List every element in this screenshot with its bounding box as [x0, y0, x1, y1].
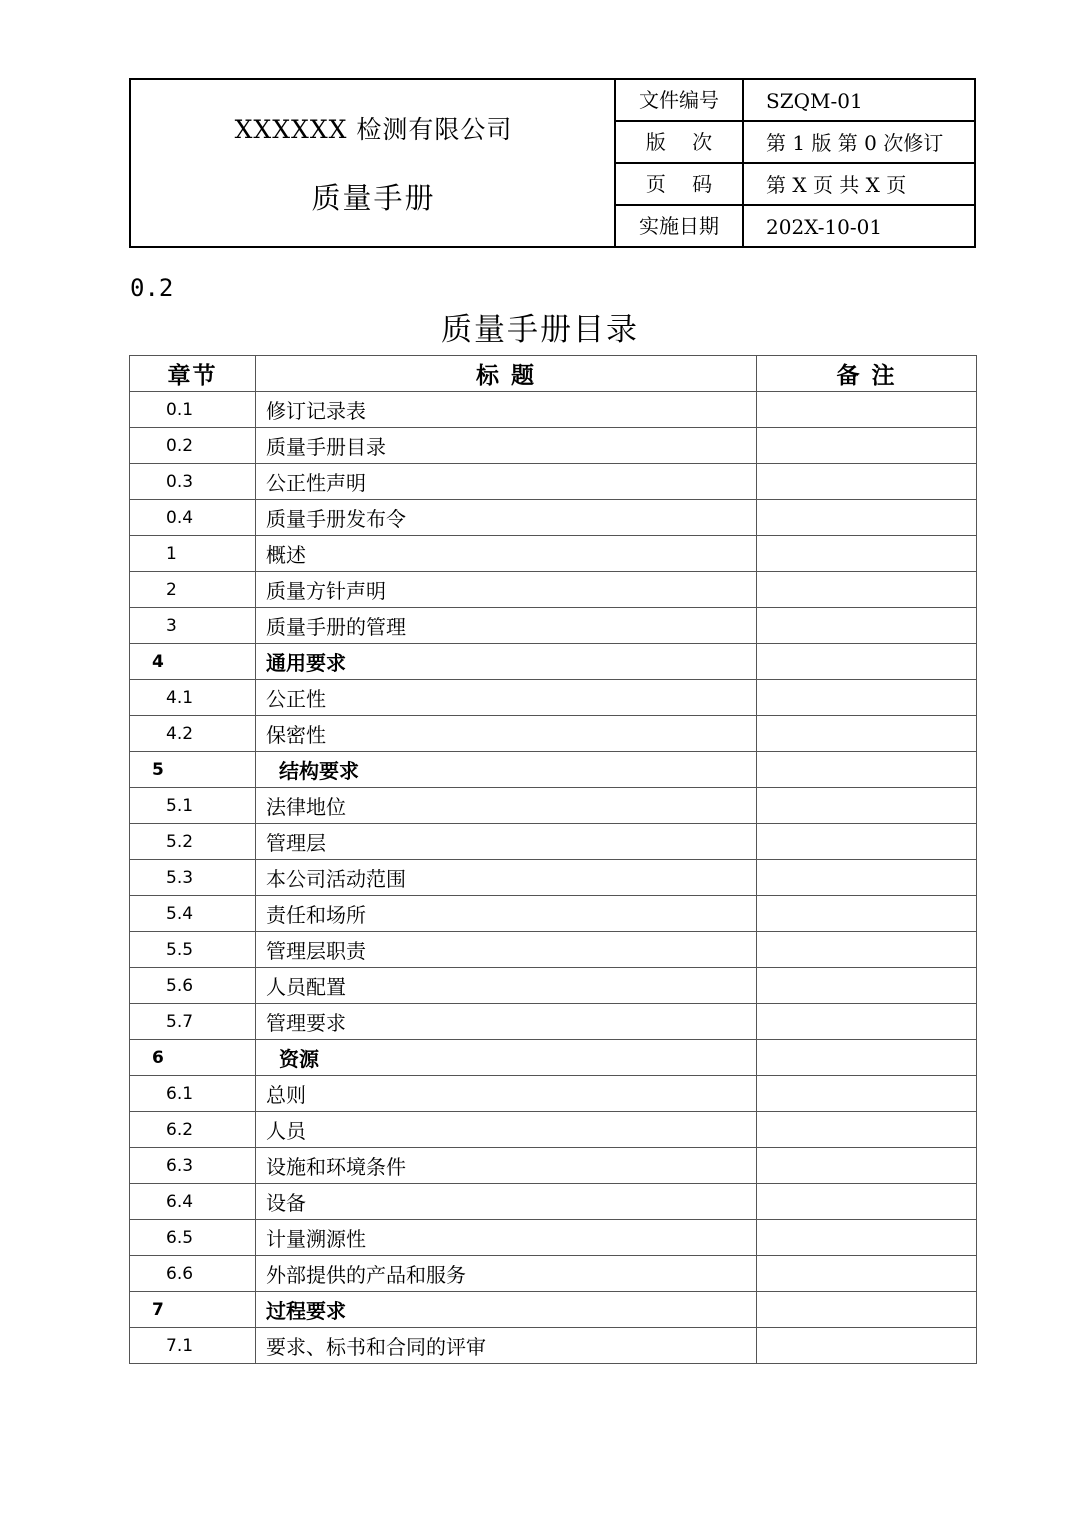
chapter-cell: 5.7: [130, 1004, 256, 1040]
note-cell: [757, 1292, 977, 1328]
note-cell: [757, 824, 977, 860]
title-cell: 保密性: [256, 716, 757, 752]
title-cell: 计量溯源性: [256, 1220, 757, 1256]
title-cell: 外部提供的产品和服务: [256, 1256, 757, 1292]
table-row: [130, 500, 977, 536]
note-cell: [757, 1004, 977, 1040]
table-row: [130, 428, 977, 464]
table-row: [130, 608, 977, 644]
chapter-cell: 0.3: [130, 464, 256, 500]
table-row: [130, 932, 977, 968]
chapter-cell: 6.3: [130, 1148, 256, 1184]
note-cell: [757, 608, 977, 644]
note-cell: [757, 1220, 977, 1256]
section-number: 0.2: [130, 274, 174, 302]
title-cell: 管理层职责: [256, 932, 757, 968]
chapter-cell: 6.4: [130, 1184, 256, 1220]
table-row: [130, 1004, 977, 1040]
chapter-cell: 6.1: [130, 1076, 256, 1112]
header-title-block: [131, 80, 616, 246]
table-row: [130, 1076, 977, 1112]
header-row-edition: [616, 122, 974, 164]
header-value: SZQM-01: [766, 89, 863, 113]
title-cell: 人员: [256, 1112, 757, 1148]
chapter-cell: 5.6: [130, 968, 256, 1004]
header-row-effective-date: [616, 206, 974, 246]
toc-title: 质量手册目录: [441, 312, 639, 348]
title-cell: 公正性: [256, 680, 757, 716]
column-header-note: 备 注: [757, 356, 977, 392]
chapter-cell: 0.4: [130, 500, 256, 536]
note-cell: [757, 932, 977, 968]
table-row: [130, 1112, 977, 1148]
title-cell: 人员配置: [256, 968, 757, 1004]
title-cell: 公正性声明: [256, 464, 757, 500]
chapter-cell: 6.6: [130, 1256, 256, 1292]
title-cell: 责任和场所: [256, 896, 757, 932]
title-cell: 质量手册目录: [256, 428, 757, 464]
title-cell: 总则: [256, 1076, 757, 1112]
header-value: 第 1 版 第 0 次修订: [766, 131, 944, 155]
table-row: [130, 752, 977, 788]
note-cell: [757, 1076, 977, 1112]
table-row: [130, 860, 977, 896]
note-cell: [757, 644, 977, 680]
title-cell: 结构要求: [256, 752, 757, 788]
table-row: [130, 1148, 977, 1184]
title-cell: 设备: [256, 1184, 757, 1220]
table-row: [130, 716, 977, 752]
chapter-cell: 2: [130, 572, 256, 608]
title-cell: 设施和环境条件: [256, 1148, 757, 1184]
table-row: [130, 572, 977, 608]
header-row-file-no: [616, 80, 974, 122]
header-label: 实施日期: [616, 206, 744, 246]
title-cell: 要求、标书和合同的评审: [256, 1328, 757, 1364]
chapter-cell: 5.3: [130, 860, 256, 896]
title-cell: 质量方针声明: [256, 572, 757, 608]
header-value: 202X-10-01: [766, 215, 883, 239]
note-cell: [757, 1256, 977, 1292]
title-cell: 过程要求: [256, 1292, 757, 1328]
chapter-cell: 5.1: [130, 788, 256, 824]
title-cell: 概述: [256, 536, 757, 572]
table-row: [130, 536, 977, 572]
table-row: [130, 464, 977, 500]
company-name: XXXXXX 检测有限公司: [234, 115, 513, 144]
note-cell: [757, 680, 977, 716]
chapter-cell: 7.1: [130, 1328, 256, 1364]
title-cell: 本公司活动范围: [256, 860, 757, 896]
header-label: 版 次: [616, 122, 744, 162]
chapter-cell: 5.2: [130, 824, 256, 860]
toc-body: [130, 392, 977, 1364]
chapter-cell: 5.5: [130, 932, 256, 968]
title-cell: 通用要求: [256, 644, 757, 680]
chapter-cell: 0.1: [130, 392, 256, 428]
note-cell: [757, 788, 977, 824]
chapter-cell: 5.4: [130, 896, 256, 932]
title-cell: 法律地位: [256, 788, 757, 824]
table-row: [130, 1220, 977, 1256]
note-cell: [757, 1112, 977, 1148]
chapter-cell: 5: [130, 752, 256, 788]
chapter-cell: 0.2: [130, 428, 256, 464]
note-cell: [757, 968, 977, 1004]
table-row: [130, 392, 977, 428]
note-cell: [757, 1040, 977, 1076]
chapter-cell: 6.2: [130, 1112, 256, 1148]
column-header-title: 标 题: [256, 356, 757, 392]
note-cell: [757, 896, 977, 932]
toc-table: [129, 355, 977, 1364]
note-cell: [757, 428, 977, 464]
note-cell: [757, 860, 977, 896]
chapter-cell: 4.2: [130, 716, 256, 752]
chapter-cell: 1: [130, 536, 256, 572]
note-cell: [757, 500, 977, 536]
header-row-page: [616, 164, 974, 206]
note-cell: [757, 752, 977, 788]
title-cell: 管理层: [256, 824, 757, 860]
header-value: 第 X 页 共 X 页: [766, 173, 907, 197]
table-row: [130, 680, 977, 716]
note-cell: [757, 716, 977, 752]
note-cell: [757, 1148, 977, 1184]
title-cell: 质量手册的管理: [256, 608, 757, 644]
chapter-cell: 4.1: [130, 680, 256, 716]
chapter-cell: 7: [130, 1292, 256, 1328]
table-row: [130, 788, 977, 824]
table-row: [130, 1292, 977, 1328]
column-header-chapter: 章节: [130, 356, 256, 392]
table-row: [130, 1040, 977, 1076]
table-row: [130, 824, 977, 860]
note-cell: [757, 392, 977, 428]
title-cell: 修订记录表: [256, 392, 757, 428]
manual-name: 质量手册: [311, 181, 436, 215]
note-cell: [757, 464, 977, 500]
header-label: 文件编号: [616, 80, 744, 120]
chapter-cell: 6: [130, 1040, 256, 1076]
table-row: [130, 896, 977, 932]
chapter-cell: 4: [130, 644, 256, 680]
header-label: 页 码: [616, 164, 744, 204]
chapter-cell: 3: [130, 608, 256, 644]
chapter-cell: 6.5: [130, 1220, 256, 1256]
table-row: [130, 1328, 977, 1364]
title-cell: 质量手册发布令: [256, 500, 757, 536]
document-header: [129, 78, 976, 248]
note-cell: [757, 1328, 977, 1364]
title-cell: 资源: [256, 1040, 757, 1076]
toc-header-row: [130, 356, 977, 392]
note-cell: [757, 1184, 977, 1220]
table-row: [130, 1256, 977, 1292]
table-row: [130, 644, 977, 680]
table-row: [130, 1184, 977, 1220]
note-cell: [757, 536, 977, 572]
note-cell: [757, 572, 977, 608]
title-cell: 管理要求: [256, 1004, 757, 1040]
table-row: [130, 968, 977, 1004]
